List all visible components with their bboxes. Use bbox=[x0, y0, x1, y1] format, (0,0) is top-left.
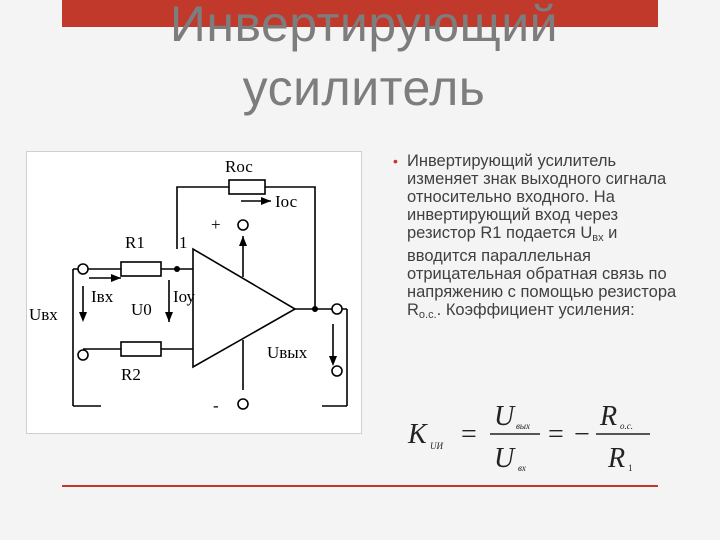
title-line-2: усилитель bbox=[242, 60, 486, 116]
title-line-1: Инвертирующий bbox=[169, 0, 559, 52]
formula-den-1-sub: вх bbox=[518, 463, 526, 473]
output-terminal-bottom bbox=[332, 366, 342, 376]
label-plus: + bbox=[211, 215, 221, 234]
plus-terminal bbox=[238, 220, 248, 230]
label-roc: Rос bbox=[225, 157, 253, 176]
formula-num-1: U bbox=[494, 401, 515, 432]
formula-k-sub: UИ bbox=[430, 441, 443, 451]
resistor-r2 bbox=[121, 342, 161, 356]
formula-k: K bbox=[408, 419, 427, 450]
formula-den-2-sub: 1 bbox=[628, 463, 633, 473]
bullet-subscript-vx: вх bbox=[592, 232, 604, 244]
input-terminal-top bbox=[78, 264, 88, 274]
circuit-svg bbox=[27, 152, 361, 433]
label-r1: R1 bbox=[125, 233, 145, 252]
bullet-text-part-2: и вводится параллельная отрицательная обратная связь по напряжению с помощью резистора R bbox=[407, 224, 677, 319]
bullet-marker-icon: • bbox=[393, 153, 398, 169]
input-resistor-r1 bbox=[121, 262, 161, 276]
circuit-diagram bbox=[26, 151, 362, 434]
bullet-text bbox=[407, 152, 683, 324]
minus-terminal bbox=[238, 399, 248, 409]
label-r2: R2 bbox=[121, 365, 141, 384]
output-terminal-top bbox=[332, 304, 342, 314]
label-u0: U0 bbox=[131, 300, 152, 319]
formula-minus: − bbox=[574, 419, 590, 450]
plus-arrow-head bbox=[239, 236, 247, 246]
bottom-accent-line bbox=[62, 485, 658, 487]
formula-den-1: U bbox=[494, 443, 515, 474]
label-ioc: Iос bbox=[275, 192, 298, 211]
formula-eq-1: = bbox=[461, 419, 477, 450]
iou-arrow-head bbox=[165, 312, 173, 322]
ivx-arrow-head bbox=[111, 274, 121, 282]
ioc-arrow-head bbox=[261, 197, 271, 205]
formula-eq-2: = bbox=[548, 419, 564, 450]
input-terminal-bottom bbox=[78, 350, 88, 360]
label-iou: Iоу bbox=[173, 287, 196, 306]
uvx-arrow-head bbox=[79, 312, 87, 322]
formula-num-2-sub: о.с. bbox=[620, 421, 633, 431]
gain-formula bbox=[406, 395, 666, 477]
formula-den-2: R bbox=[608, 443, 626, 474]
bullet-subscript-oc: о.с. bbox=[418, 309, 437, 321]
formula-num-2: R bbox=[600, 401, 618, 432]
formula-num-1-sub: вых bbox=[516, 421, 530, 431]
label-node-1: 1 bbox=[179, 233, 188, 252]
uvyx-arrow-head bbox=[329, 356, 337, 366]
bullet-text-part-3: . Коэффициент усиления: bbox=[436, 301, 635, 319]
node-junction-output bbox=[312, 306, 318, 312]
label-ivx: Iвх bbox=[91, 287, 114, 306]
label-uvyx: Uвых bbox=[267, 343, 308, 362]
label-minus: - bbox=[213, 396, 219, 415]
bullet-paragraph bbox=[393, 152, 683, 324]
slide-title bbox=[64, 0, 664, 120]
label-uvx: Uвх bbox=[29, 305, 58, 324]
feedback-resistor-roc bbox=[229, 180, 265, 194]
bullet-text-part-1: Инвертирующий усилитель изменяет знак выходного сигнала относительно входного. На инвертирующий вход через резистор R1 подается U bbox=[407, 152, 667, 242]
node-junction-input bbox=[174, 266, 180, 272]
